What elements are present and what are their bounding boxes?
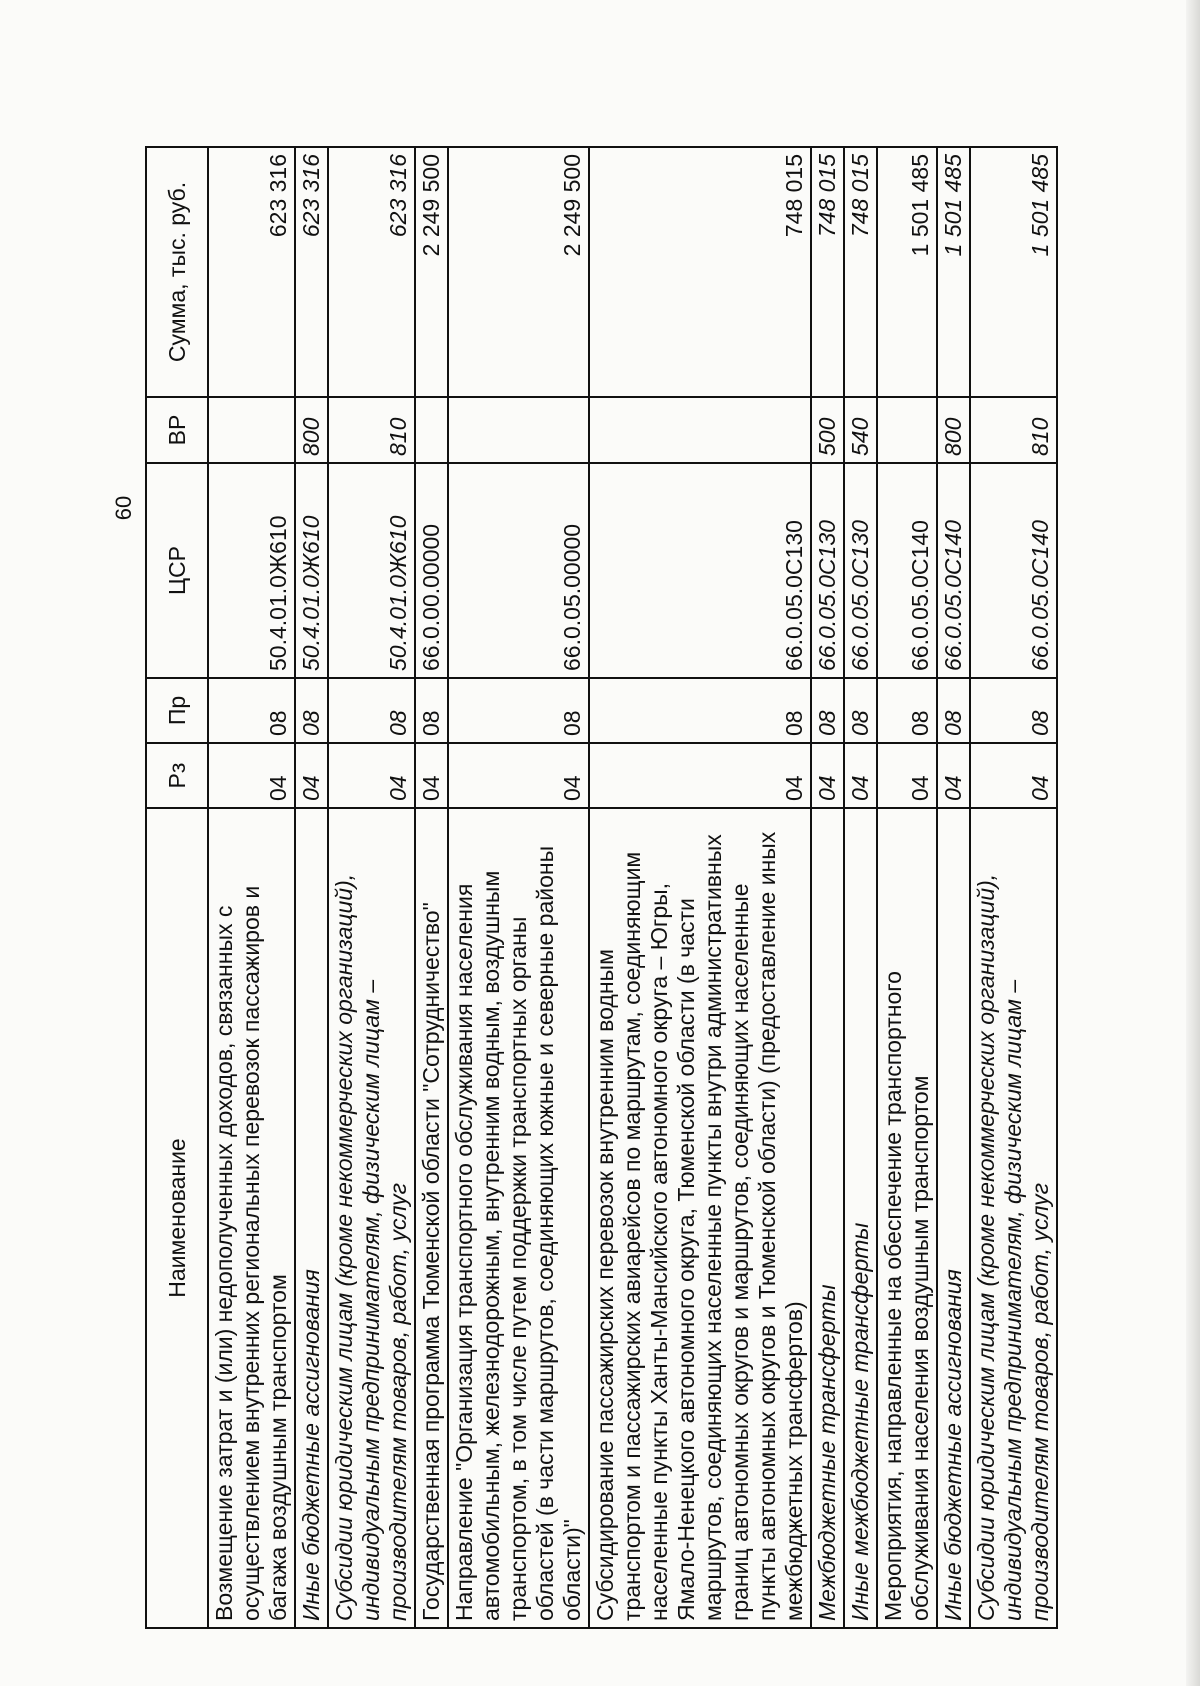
- cell-sum: 2 249 500: [415, 147, 448, 397]
- cell-rz: 04: [970, 743, 1057, 808]
- cell-name: Возмещение затрат и (или) недополученных доходов, связанных с осуществлением внутренних региональных перевозок пассажиров и багажа воздушным транспортом: [208, 808, 295, 1628]
- table-row: [415, 147, 448, 1628]
- cell-name: Межбюджетные трансферты: [811, 808, 844, 1628]
- header-sum: Сумма, тыс. руб.: [146, 147, 208, 397]
- table-row: [328, 147, 415, 1628]
- cell-csr: 66.0.05.0С130: [589, 463, 811, 678]
- cell-pr: 08: [415, 678, 448, 743]
- cell-vr: [448, 397, 589, 463]
- cell-vr: 810: [328, 397, 415, 463]
- cell-vr: 500: [811, 397, 844, 463]
- cell-rz: 04: [811, 743, 844, 808]
- table-header-row: [146, 147, 208, 1628]
- cell-rz: 04: [208, 743, 295, 808]
- cell-sum: 1 501 485: [877, 147, 937, 397]
- table-row: [811, 147, 844, 1628]
- table-row: [844, 147, 877, 1628]
- cell-csr: 66.0.05.0С140: [937, 463, 970, 678]
- cell-name: Направление "Организация транспортного обслуживания населения автомобильным, железнодорожным, внутренним водным, воздушным транспортом, в том числе путем поддержки транспортных органы областей (в части маршрутов, соединяющих южные и северные районы области)": [448, 808, 589, 1628]
- cell-pr: 08: [295, 678, 328, 743]
- cell-rz: 04: [937, 743, 970, 808]
- header-csr: ЦСР: [146, 463, 208, 678]
- cell-name: Иные межбюджетные трансферты: [844, 808, 877, 1628]
- cell-csr: 66.0.05.0С140: [970, 463, 1057, 678]
- budget-table: [145, 146, 1058, 1629]
- cell-csr: 66.0.05.00000: [448, 463, 589, 678]
- cell-rz: 04: [844, 743, 877, 808]
- header-pr: Пр: [146, 678, 208, 743]
- cell-vr: [208, 397, 295, 463]
- cell-name: Государственная программа Тюменской области "Сотрудничество": [415, 808, 448, 1628]
- cell-rz: 04: [877, 743, 937, 808]
- cell-name: Субсидии юридическим лицам (кроме некоммерческих организаций), индивидуальным предпринимателям, физическим лицам – производителям товаров, работ, услуг: [328, 808, 415, 1628]
- table-row: [295, 147, 328, 1628]
- table-row: [937, 147, 970, 1628]
- cell-sum: 623 316: [295, 147, 328, 397]
- cell-rz: 04: [328, 743, 415, 808]
- cell-pr: 08: [811, 678, 844, 743]
- header-rz: Рз: [146, 743, 208, 808]
- cell-sum: 748 015: [811, 147, 844, 397]
- cell-sum: 748 015: [589, 147, 811, 397]
- cell-csr: 66.0.05.0С130: [844, 463, 877, 678]
- table-row: [448, 147, 589, 1628]
- cell-pr: 08: [328, 678, 415, 743]
- cell-csr: 66.0.05.0С140: [877, 463, 937, 678]
- cell-name: Субсидирование пассажирских перевозок внутренним водным транспортом и пассажирских авиарейсов по маршрутам, соединяющим населенные пункты Ханты-Мансийского автономного округа – Югры, Ямало-Ненецкого автономного округа, Тюменской области (в части маршрутов, соединяющих населенные пункты внутри административных границ автономных округов и маршрутов, соединяющих населенные пункты автономных округов и Тюменской области) (предоставление иных межбюджетных трансфертов): [589, 808, 811, 1628]
- cell-name: Иные бюджетные ассигнования: [937, 808, 970, 1628]
- cell-sum: 623 316: [328, 147, 415, 397]
- cell-rz: 04: [448, 743, 589, 808]
- table-row: [208, 147, 295, 1628]
- header-vr: ВР: [146, 397, 208, 463]
- cell-csr: 66.0.00.00000: [415, 463, 448, 678]
- table-row: [589, 147, 811, 1628]
- cell-name: Иные бюджетные ассигнования: [295, 808, 328, 1628]
- page-number: 60: [111, 495, 137, 521]
- cell-vr: [589, 397, 811, 463]
- cell-pr: 08: [448, 678, 589, 743]
- cell-pr: 08: [208, 678, 295, 743]
- cell-csr: 50.4.01.0Ж610: [328, 463, 415, 678]
- rotated-table-wrapper: [145, 148, 1065, 1629]
- cell-rz: 04: [589, 743, 811, 808]
- cell-sum: 1 501 485: [970, 147, 1057, 397]
- cell-rz: 04: [295, 743, 328, 808]
- cell-sum: 2 249 500: [448, 147, 589, 397]
- cell-rz: 04: [415, 743, 448, 808]
- header-name: Наименование: [146, 808, 208, 1628]
- cell-name: Субсидии юридическим лицам (кроме некоммерческих организаций), индивидуальным предпринимателям, физическим лицам – производителям товаров, работ, услуг: [970, 808, 1057, 1628]
- cell-vr: 800: [937, 397, 970, 463]
- cell-pr: 08: [970, 678, 1057, 743]
- cell-pr: 08: [844, 678, 877, 743]
- cell-vr: 800: [295, 397, 328, 463]
- cell-csr: 50.4.01.0Ж610: [295, 463, 328, 678]
- cell-sum: 623 316: [208, 147, 295, 397]
- cell-sum: 748 015: [844, 147, 877, 397]
- cell-vr: 810: [970, 397, 1057, 463]
- cell-pr: 08: [589, 678, 811, 743]
- cell-vr: [415, 397, 448, 463]
- cell-vr: [877, 397, 937, 463]
- cell-vr: 540: [844, 397, 877, 463]
- table-row: [970, 147, 1057, 1628]
- table-body: [208, 147, 1057, 1628]
- cell-csr: 50.4.01.0Ж610: [208, 463, 295, 678]
- cell-sum: 1 501 485: [937, 147, 970, 397]
- cell-csr: 66.0.05.0С130: [811, 463, 844, 678]
- table-row: [877, 147, 937, 1628]
- cell-name: Мероприятия, направленные на обеспечение транспортного обслуживания населения воздушным транспортом: [877, 808, 937, 1628]
- cell-pr: 08: [937, 678, 970, 743]
- scan-edge: [1186, 0, 1200, 1686]
- cell-pr: 08: [877, 678, 937, 743]
